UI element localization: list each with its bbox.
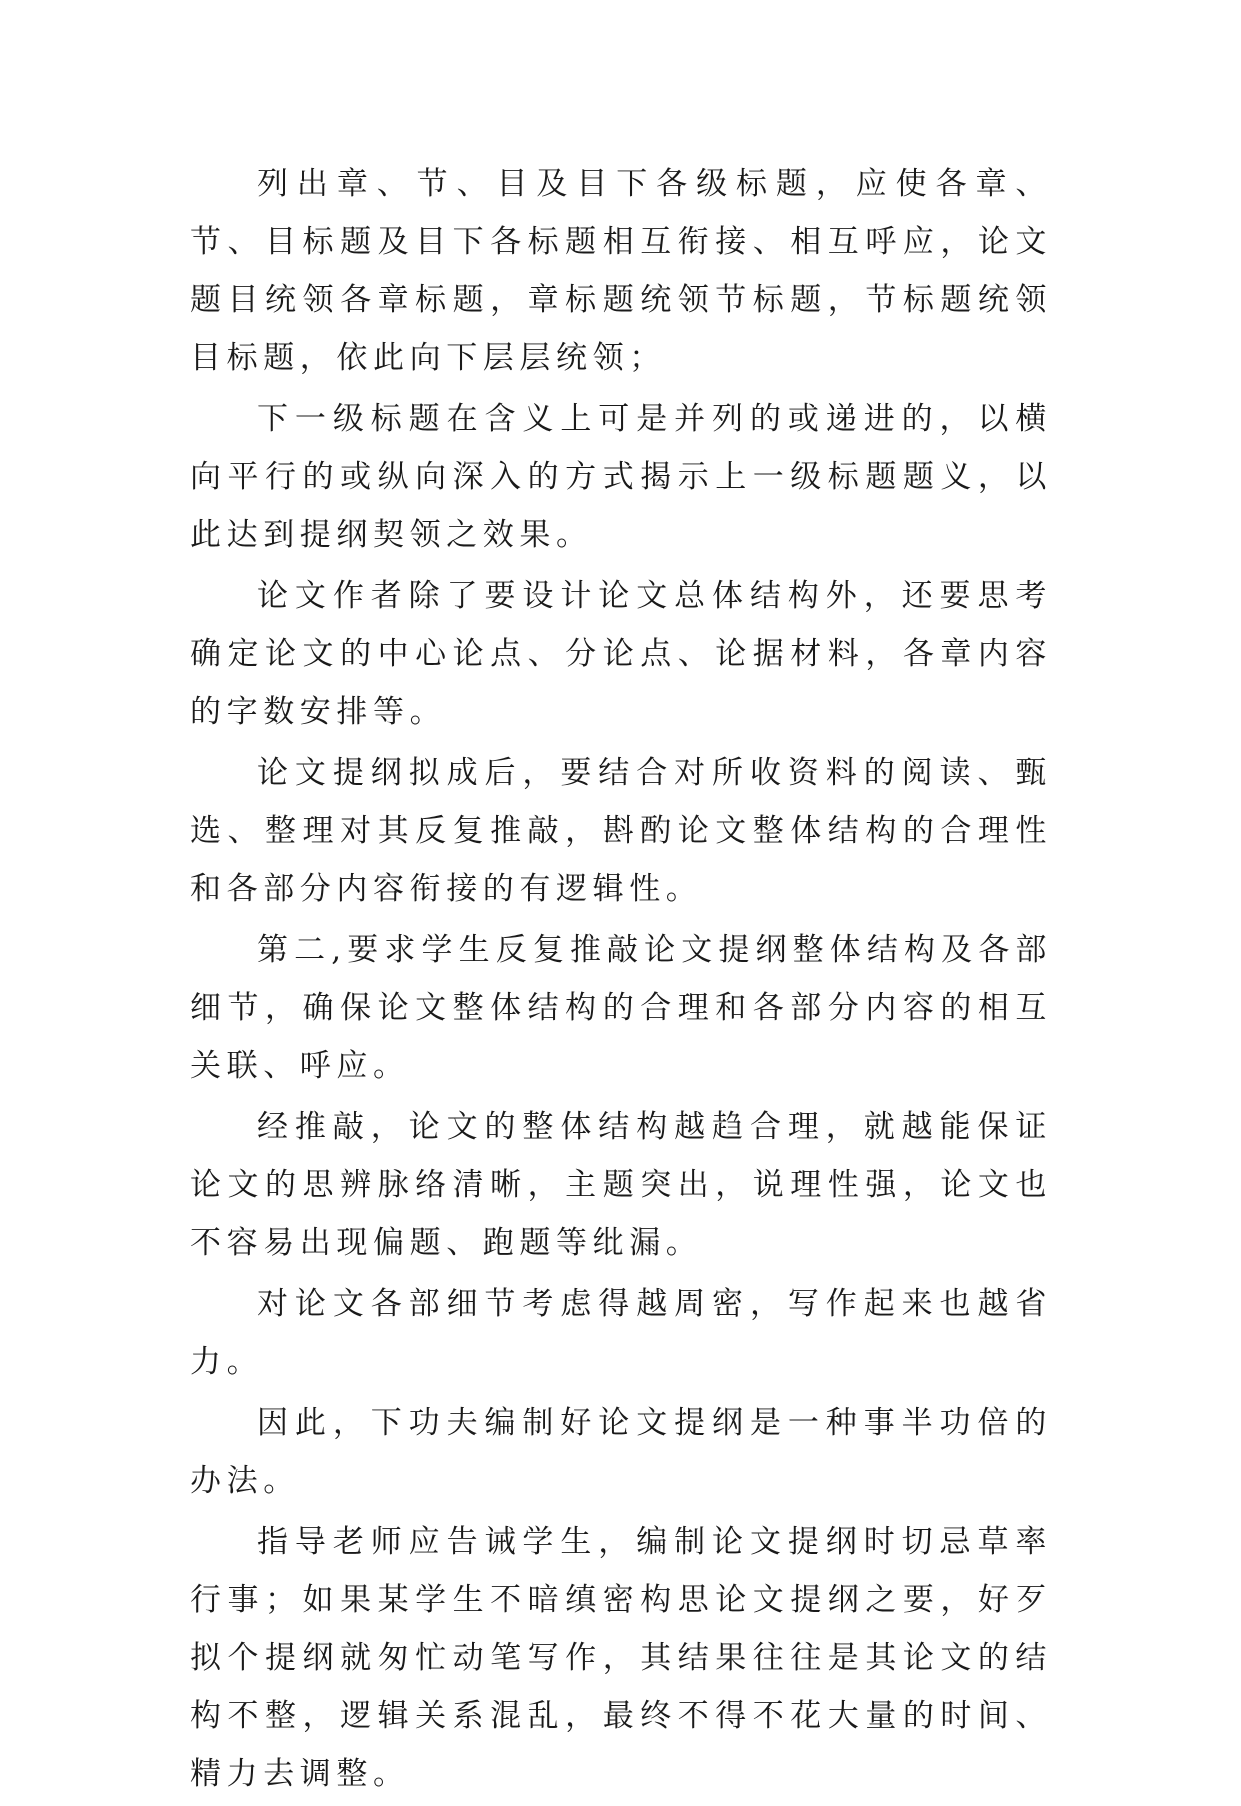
paragraph: 第二,要求学生反复推敲论文提纲整体结构及各部细节，确保论文整体结构的合理和各部分内容的相互关联、呼应。 — [190, 932, 1052, 1084]
document-body — [190, 155, 1052, 1806]
paragraph: 论文提纲拟成后，要结合对所收资料的阅读、甄选、整理对其反复推敲，斟酌论文整体结构的合理性和各部分内容衔接的有逻辑性。 — [190, 755, 1052, 907]
paragraph: 下一级标题在含义上可是并列的或递进的，以横向平行的或纵向深入的方式揭示上一级标题题义，以此达到提纲契领之效果。 — [190, 401, 1052, 553]
paragraph: 指导老师应告诫学生，编制论文提纲时切忌草率行事；如果某学生不暗缜密构思论文提纲之要，好歹拟个提纲就匆忙动笔写作，其结果往往是其论文的结构不整，逻辑关系混乱，最终不得不花大量的时间、精力去调整。 — [190, 1524, 1052, 1792]
paragraph: 经推敲，论文的整体结构越趋合理，就越能保证论文的思辨脉络清晰，主题突出，说理性强，论文也不容易出现偏题、跑题等纰漏。 — [190, 1109, 1052, 1261]
paragraph: 因此，下功夫编制好论文提纲是一种事半功倍的办法。 — [190, 1405, 1052, 1499]
paragraph: 列出章、节、目及目下各级标题，应使各章、节、目标题及目下各标题相互衔接、相互呼应，论文题目统领各章标题，章标题统领节标题，节标题统领目标题，依此向下层层统领； — [190, 166, 1052, 376]
paragraph: 论文作者除了要设计论文总体结构外，还要思考确定论文的中心论点、分论点、论据材料，各章内容的字数安排等。 — [190, 578, 1052, 730]
paragraph: 对论文各部细节考虑得越周密，写作起来也越省力。 — [190, 1286, 1052, 1380]
